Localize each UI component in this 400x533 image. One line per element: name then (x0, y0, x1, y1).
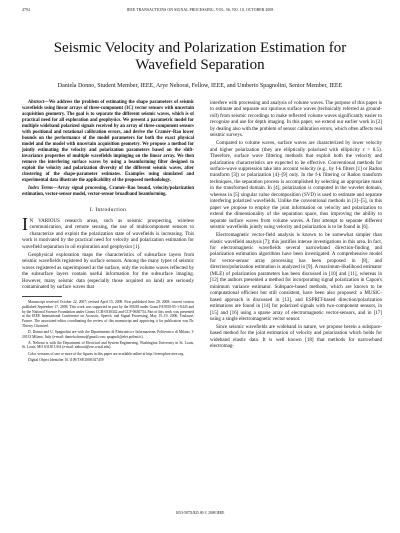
index-terms (22, 186, 194, 198)
body-paragraph: Electromagnetic vector-field analysis is known to be somewhat simpler than elastic wavefield analysis [7]; this justifies intense investigations in this area. In fact, for electromagnetic wavefields several narrowband direction-finding and polarization estimation algorithms have been investigated. A comprehensive model for vector-sensor array processing has been proposed in [8], and direction/polarization estimation is analyzed in [9]. A maximum-likelihood estimator (MLE) of polarization parameters has been discussed in [10] and [11], whereas in [12] the authors presented a method for incorporating signal polarization in Capon's minimum variance estimator. Subspace-based methods, which are known to be computational efficient but still consistent, have been also proposed: a MUSIC-based approach is discussed in [13], and ESPRIT-based direction/polarization estimations are found in [14] for polarized signals with two-component sensors, in [15] and [16] using a sparse array of electromagnetic vector-sensors, and in [17] using a single electromagnetic vector sensor. (210, 232, 382, 322)
intro-paragraph-1-text: N VARIOUS research areas, such as seismic prospecting, wireless communication, and remote sensing, the use of multicomponent sensors to characterize and exploit the polarization state of wavefields is increasing. This work is motivated by the practical need for velocity and polarization estimation for wavefield separation in oil exploration and geophysics [1]. (22, 217, 194, 250)
page-number: 4794 (22, 8, 30, 12)
body-paragraph: Compared to volume waves, surface waves are characterized by lower velocity and higher polarization (they are elliptically polarized with ellipticity ε > 0.5). Therefore, surface wave filtering methods that exploit both the velocity and polarization characteristics are expected to be effective. Conventional methods for surface-wave suppression take into account velocity (e.g., by f-k filters [1] or Radon transform [3]) or polarization [4]–[9] only. In the f-k filtering or Radon transform techniques, the separation process is accomplished by selecting an appropriate mask in the transformed domain. In [4], polarization is computed in the wavelet domain, whereas in [5] singular value decomposition (SVD) is used to estimate and separate interfering polarized wavefields. Unlike the conventional methods in [3]–[5], in this paper we propose to employ the joint information on velocity and polarization to extend the dimensionality of the separation space, thus improving the ability to separate surface waves from volume waves. A first attempt to separate different seismic wavefields jointly using velocity and polarization is to be found in [6]. (210, 140, 382, 231)
footnote: A. Nehorai is with the Department of Electrical and System Engineering, Washington University in St. Louis, St. Louis, MO 63130 USA (e-mail: nehorai@ese.wustl.edu). (22, 340, 194, 350)
footnote-rule (22, 296, 62, 297)
copyright-footer: 1053-587X/$25.00 © 2008 IEEE (175, 511, 225, 515)
body-paragraph: interfere with processing and analysis of volume waves. The purpose of this paper is to estimate and separate out spurious surface waves (technically referred as ground-roll) from seismic recordings to make reflected volume waves significantly easier to recognize and use for depth imaging. In this paper, we extend our earlier work in [2] by dealing also with the problem of sensor calibration errors, which often affects real seismic surveys. (210, 100, 382, 139)
section-heading: I. Introduction (89, 206, 127, 213)
footnote: Manuscript received October 22, 2007; revised April 15, 2008. First published June 20, 2008; current version published September 17, 2008. This work was supported in part by the MURI under Grant FA9550-05-1-0443 and by the National Science Foundation under Grants CCR-0330342 and CCF-0630734. Part of this work was presented at the IEEE International Conference on Acoustic, Speech, and Signal Processing, May 15–19, 2006, Toulouse, France. The associated editor coordinating the review of this manuscript and approving it for publication was Dr. Thierry Chonavel. (22, 300, 194, 328)
intro-paragraph-2: Geophysical exploration maps the characteristics of subsurface layers from seismic wavefields registered by surface sensors. Among the many types of seismic waves registered as superimposed at the surface, only the volume waves reflected by the subsurface layers contain useful information for the subsurface imaging. However, many seismic data (especially those acquired on land) are seriously contaminated by surface waves that (22, 251, 194, 290)
abstract (22, 100, 194, 184)
footnote: D. Donno and U. Spagnolini are with the Dipartimento di Elettronica e Informazione, Politecnico di Milano, I-20133 Milano, Italy (e-mail: daniela.donno@gmail.com; spagnoli@elet.polimi.it). (22, 329, 194, 339)
index-terms-label: Index Terms— (28, 185, 58, 191)
footnote: Digital Object Identifier 10.1109/TSP.2008.927459 (28, 357, 104, 362)
author-list: Daniela Donno, Student Member, IEEE, Arye Nehorai, Fellow, IEEE, and Umberto Spagnolini, Senior Member, IEEE (57, 83, 343, 89)
footnote: Color versions of one or more of the figures in this paper are available online at http://ieeexplore.ieee.org. (28, 351, 185, 356)
left-column (22, 100, 194, 364)
running-header (22, 8, 378, 16)
abstract-text: We address the problem of estimating the shape parameters of seismic wavefields using linear arrays of three-component (3C) vector sensors with uncertain acquisition geometry. The goal is to separate the different seismic waves, which is of practical need for all exploration and geophysics. We present a parametric model for multiple wideband polarized signals received by an array of three-component sensors with positional and rotational calibration errors, and derive the Cramér–Rao lower bounds on the performance of the model parameters for both the exact physical model and the model with uncertain acquisition geometry. We propose a method for jointly estimating the velocity and polarization parameters based on the shift-invariance properties of multiple wavefields impinging on the linear array. We then remove the interfering surface waves by using a beamforming filter designed to exploit the velocity and polarization diversity of the different seismic waves, after clustering of the shape-parameter estimates. Examples using simulated and experimental data illustrate the applicability of the proposed methodology. (22, 100, 194, 183)
drop-cap: I (22, 214, 28, 235)
abstract-label: Abstract— (28, 100, 49, 105)
right-column (210, 100, 382, 351)
journal-name: IEEE TRANSACTIONS ON SIGNAL PROCESSING, VOL. 56, NO. 10, OCTOBER 2008 (126, 8, 274, 12)
intro-paragraph-1 (22, 214, 194, 250)
body-paragraph: Since seismic wavefields are wideband in nature, we propose herein a subspace-based method for the joint estimation of velocity and polarization which holds for wideband elastic data. It is well known [18] that methods for narrowband electromag- (210, 323, 382, 350)
paper-title: Seismic Velocity and Polarization Estimation for Wavefield Separation (53, 40, 347, 73)
index-terms-text: Array signal processing, Cramér–Rao bound, velocity/polarization estimation, vector-sensor model, vector-sensor broadband beamforming. (22, 185, 194, 197)
